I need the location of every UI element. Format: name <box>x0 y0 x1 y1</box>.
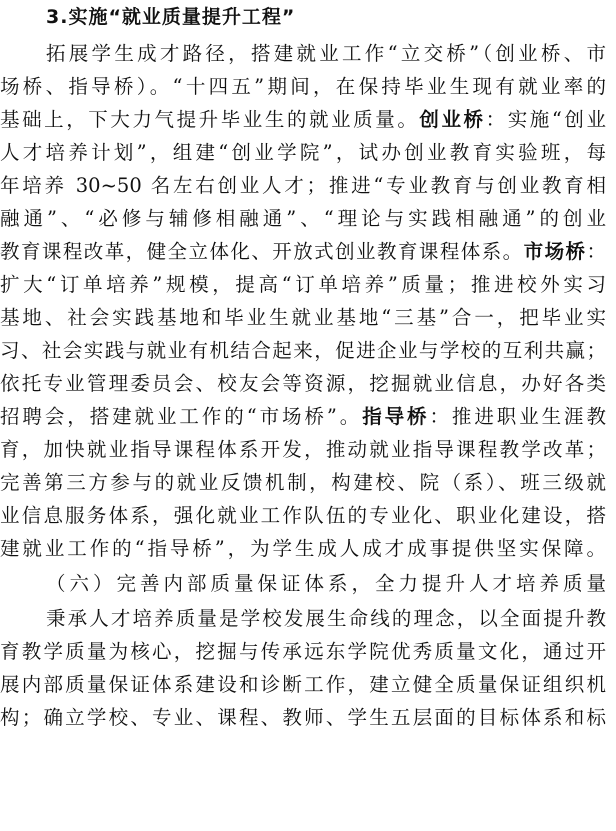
paragraph-line: 秉承人才培养质量是学校发展生命线的理念，以全面提升教 <box>46 607 606 630</box>
paragraph-line: 育，加快就业指导课程体系开发，推动就业指导课程教学改革； <box>0 438 606 461</box>
keyword-chuangye-bridge: 创业桥 <box>419 108 486 131</box>
paragraph-line: 构；确立学校、专业、课程、教师、学生五层面的目标体系和标 <box>0 706 606 729</box>
subsection-heading: （六）完善内部质量保证体系，全力提升人才培养质量 <box>46 572 606 595</box>
paragraph-line <box>0 104 606 136</box>
paragraph-line <box>0 401 606 433</box>
section-heading: 3.实施“就业质量提升工程” <box>46 6 296 28</box>
line-segment: ：实施“创业 <box>485 108 606 131</box>
paragraph-line: 业信息服务体系，强化就业工作队伍的专业化、职业化建设，搭 <box>0 504 606 527</box>
line-segment: ： <box>586 240 606 263</box>
paragraph-line <box>0 236 606 268</box>
line-segment: ：推进职业生涯教 <box>429 405 606 428</box>
paragraph-line: 基地、社会实践基地和毕业生就业基地“三基”合一，把毕业实 <box>0 306 606 329</box>
paragraph-line: 拓展学生成才路径，搭建就业工作“立交桥”（创业桥、市 <box>46 42 606 65</box>
paragraph-line: 建就业工作的“指导桥”，为学生成人成才成事提供坚实保障。 <box>0 537 606 560</box>
paragraph-line: 育教学质量为核心，挖掘与传承远东学院优秀质量文化，通过开 <box>0 640 606 663</box>
keyword-zhidao-bridge: 指导桥 <box>362 405 430 428</box>
paragraph-line: 依托专业管理委员会、校友会等资源，挖掘就业信息，办好各类 <box>0 372 606 395</box>
paragraph-line: 年培养 30~50 名左右创业人才；推进“专业教育与创业教育相 <box>0 174 606 197</box>
paragraph-line: 场桥、指导桥）。“十四五”期间，在保持毕业生现有就业率的 <box>0 75 606 98</box>
paragraph-line: 完善第三方参与的就业反馈机制，构建校、院（系）、班三级就 <box>0 471 606 494</box>
line-segment: 基础上，下大力气提升毕业生的就业质量。 <box>0 108 420 131</box>
paragraph-line: 习、社会实践与就业有机结合起来，促进企业与学校的互利共赢； <box>0 339 606 362</box>
paragraph-line: 扩大“订单培养”规模，提高“订单培养”质量；推进校外实习 <box>0 273 606 296</box>
paragraph-line: 人才培养计划”，组建“创业学院”，试办创业教育实验班，每 <box>0 141 606 164</box>
keyword-shichang-bridge: 市场桥 <box>523 240 587 263</box>
paragraph-line: 展内部质量保证体系建设和诊断工作，建立健全质量保证组织机 <box>0 673 606 696</box>
line-segment: 教育课程改革，健全立体化、开放式创业教育课程体系。 <box>0 240 524 263</box>
line-segment: 招聘会，搭建就业工作的“市场桥”。 <box>0 405 363 428</box>
paragraph-line: 融通”、“必修与辅修相融通”、“理论与实践相融通”的创业 <box>0 207 606 230</box>
